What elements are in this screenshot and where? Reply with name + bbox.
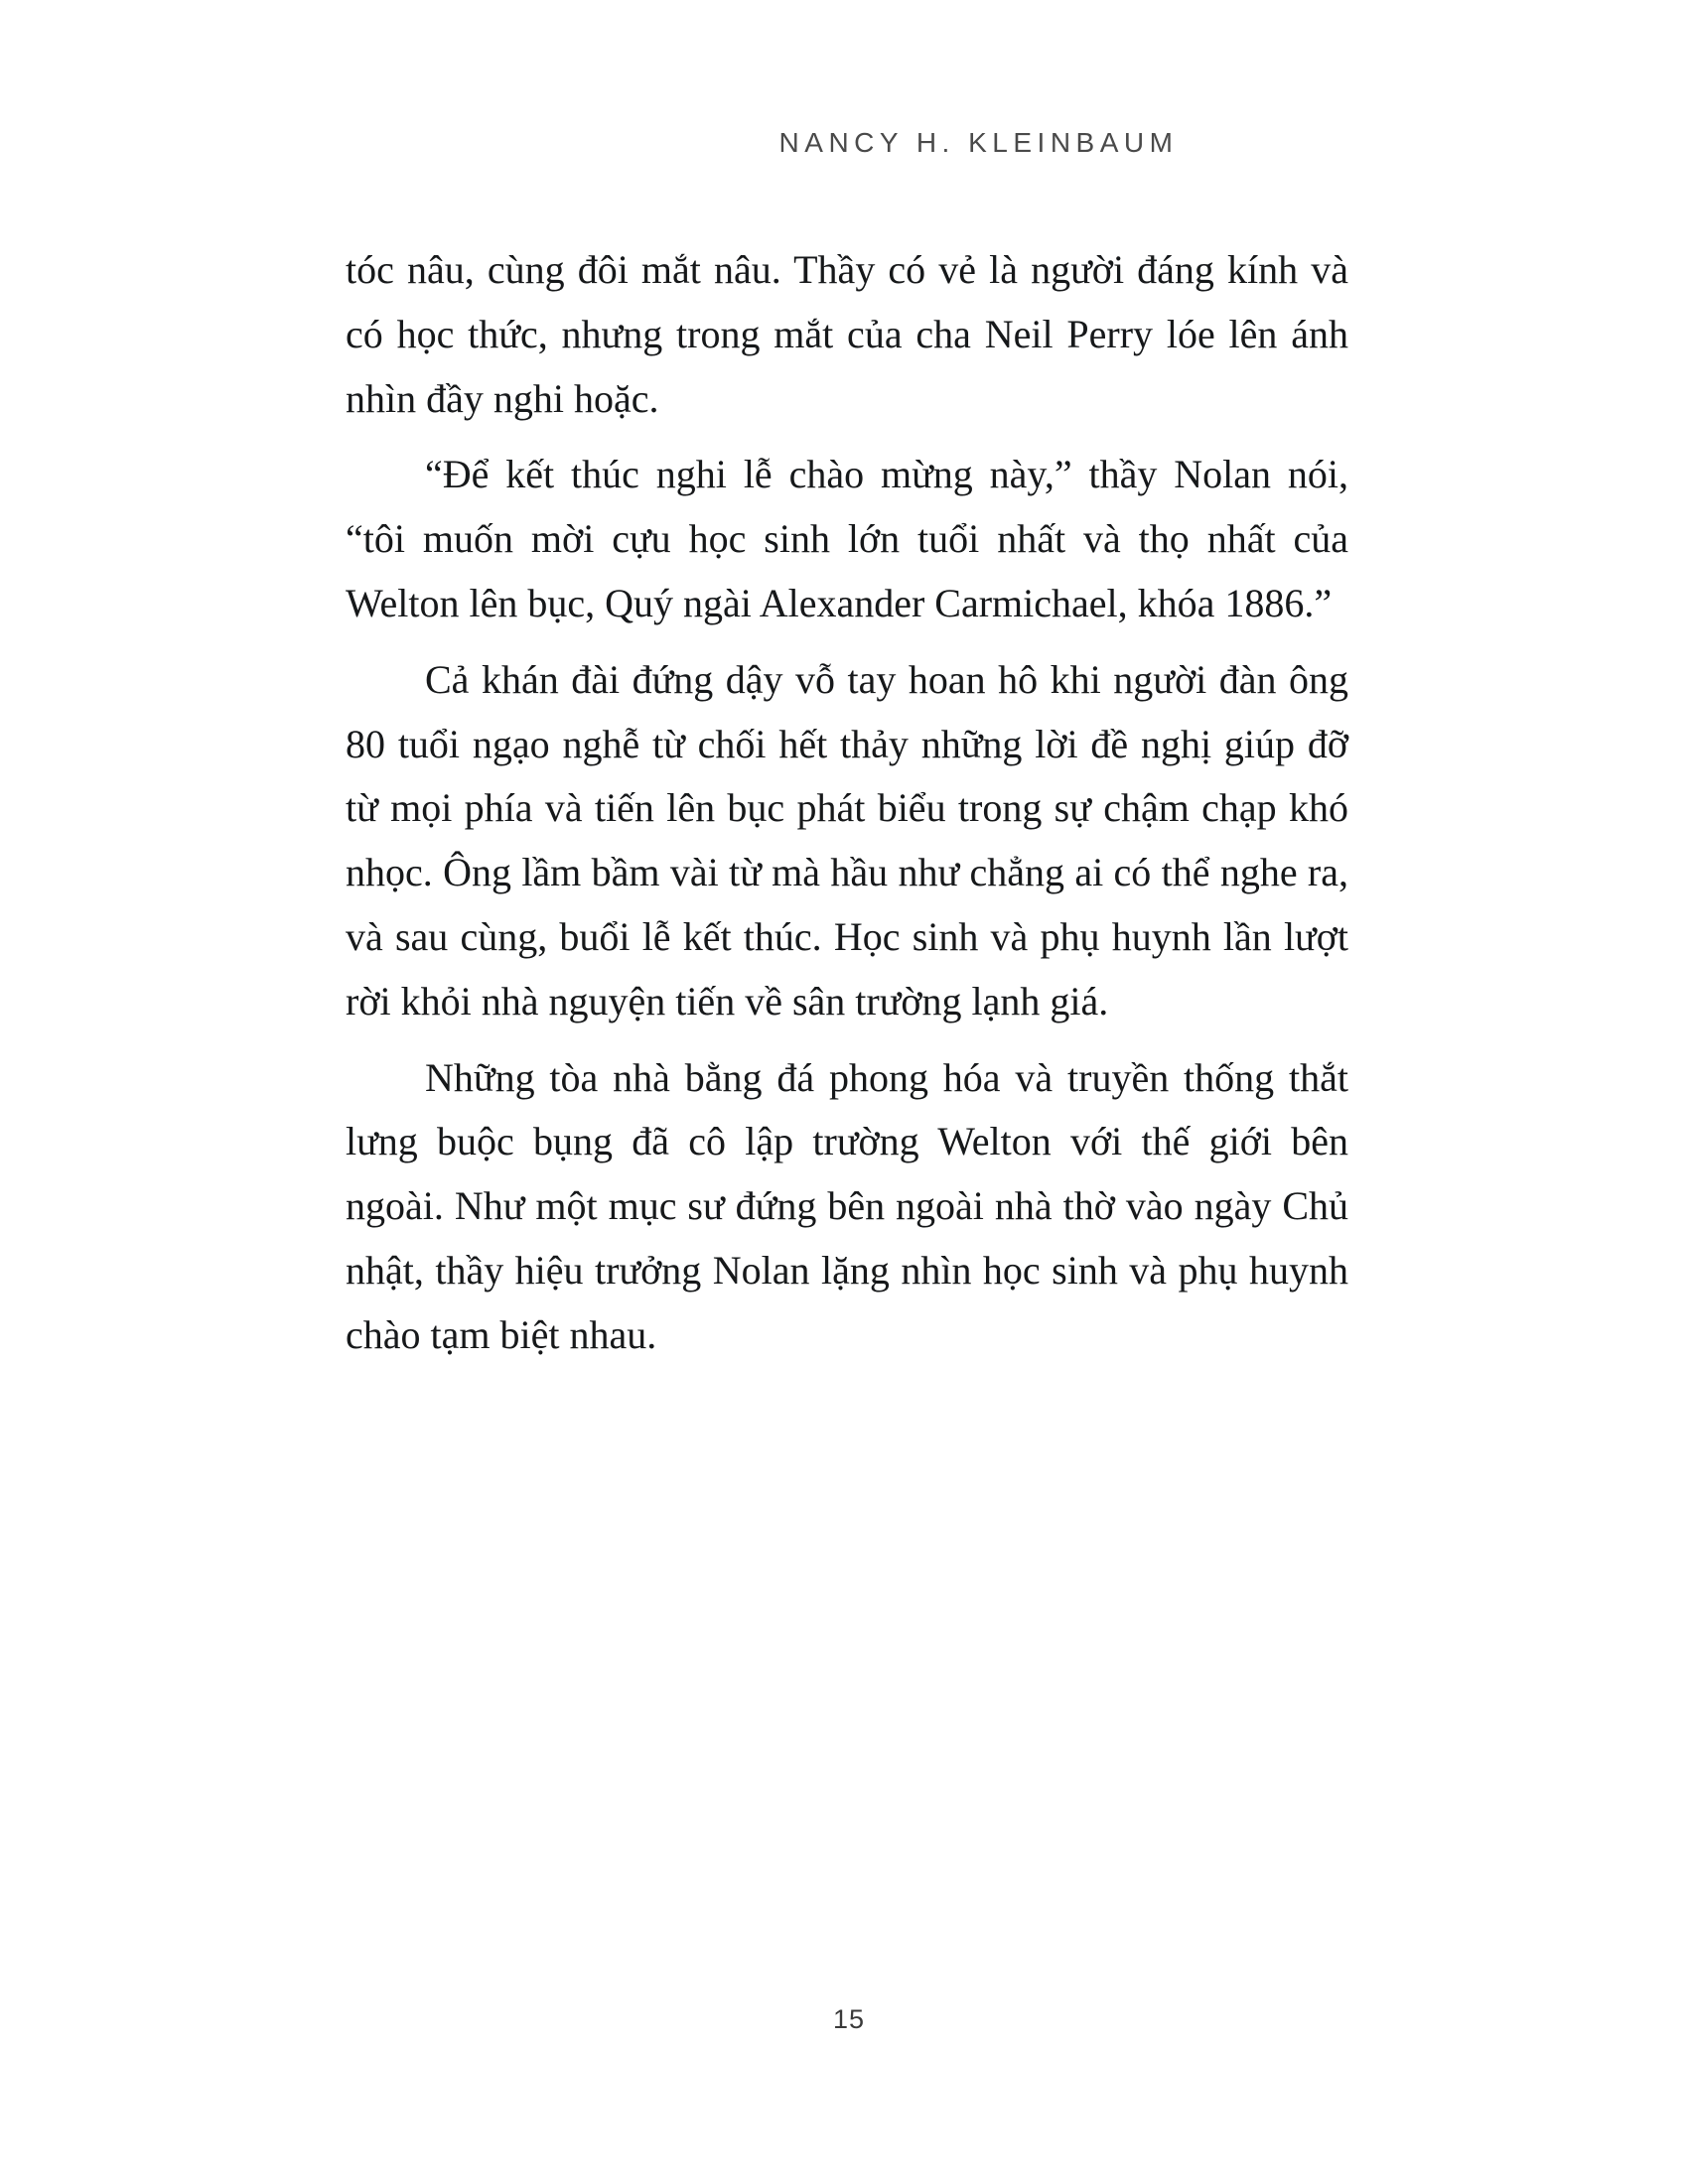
running-head	[0, 127, 1688, 159]
paragraph: tóc nâu, cùng đôi mắt nâu. Thầy có vẻ là người đáng kính và có học thức, nhưng trong mắt của cha Neil Perry lóe lên ánh nhìn đầy nghi hoặc.	[346, 247, 1348, 421]
page-number-text: 15	[832, 2004, 866, 2034]
body-text-column	[346, 238, 1348, 1368]
paragraph: Những tòa nhà bằng đá phong hóa và truyền thống thắt lưng buộc bụng đã cô lập trường Welton với thế giới bên ngoài. Như một mục sư đứng bên ngoài nhà thờ vào ngày Chủ nhật, thầy hiệu trưởng Nolan lặng nhìn học sinh và phụ huynh chào tạm biệt nhau.	[346, 1054, 1348, 1357]
page-number	[0, 2004, 1688, 2035]
paragraph: Cả khán đài đứng dậy vỗ tay hoan hô khi người đàn ông 80 tuổi ngạo nghễ từ chối hết thảy những lời đề nghị giúp đỡ từ mọi phía và tiến lên bục phát biểu trong sự chậm chạp khó nhọc. Ông lầm bầm vài từ mà hầu như chẳng ai có thể nghe ra, và sau cùng, buổi lễ kết thúc. Học sinh và phụ huynh lần lượt rời khỏi nhà nguyện tiến về sân trường lạnh giá.	[346, 656, 1348, 1024]
running-head-text: NANCY H. KLEINBAUM	[778, 127, 1179, 158]
paragraph: “Để kết thúc nghi lễ chào mừng này,” thầy Nolan nói, “tôi muốn mời cựu học sinh lớn tuổi nhất và thọ nhất của Welton lên bục, Quý ngài Alexander Carmichael, khóa 1886.”	[346, 452, 1348, 625]
